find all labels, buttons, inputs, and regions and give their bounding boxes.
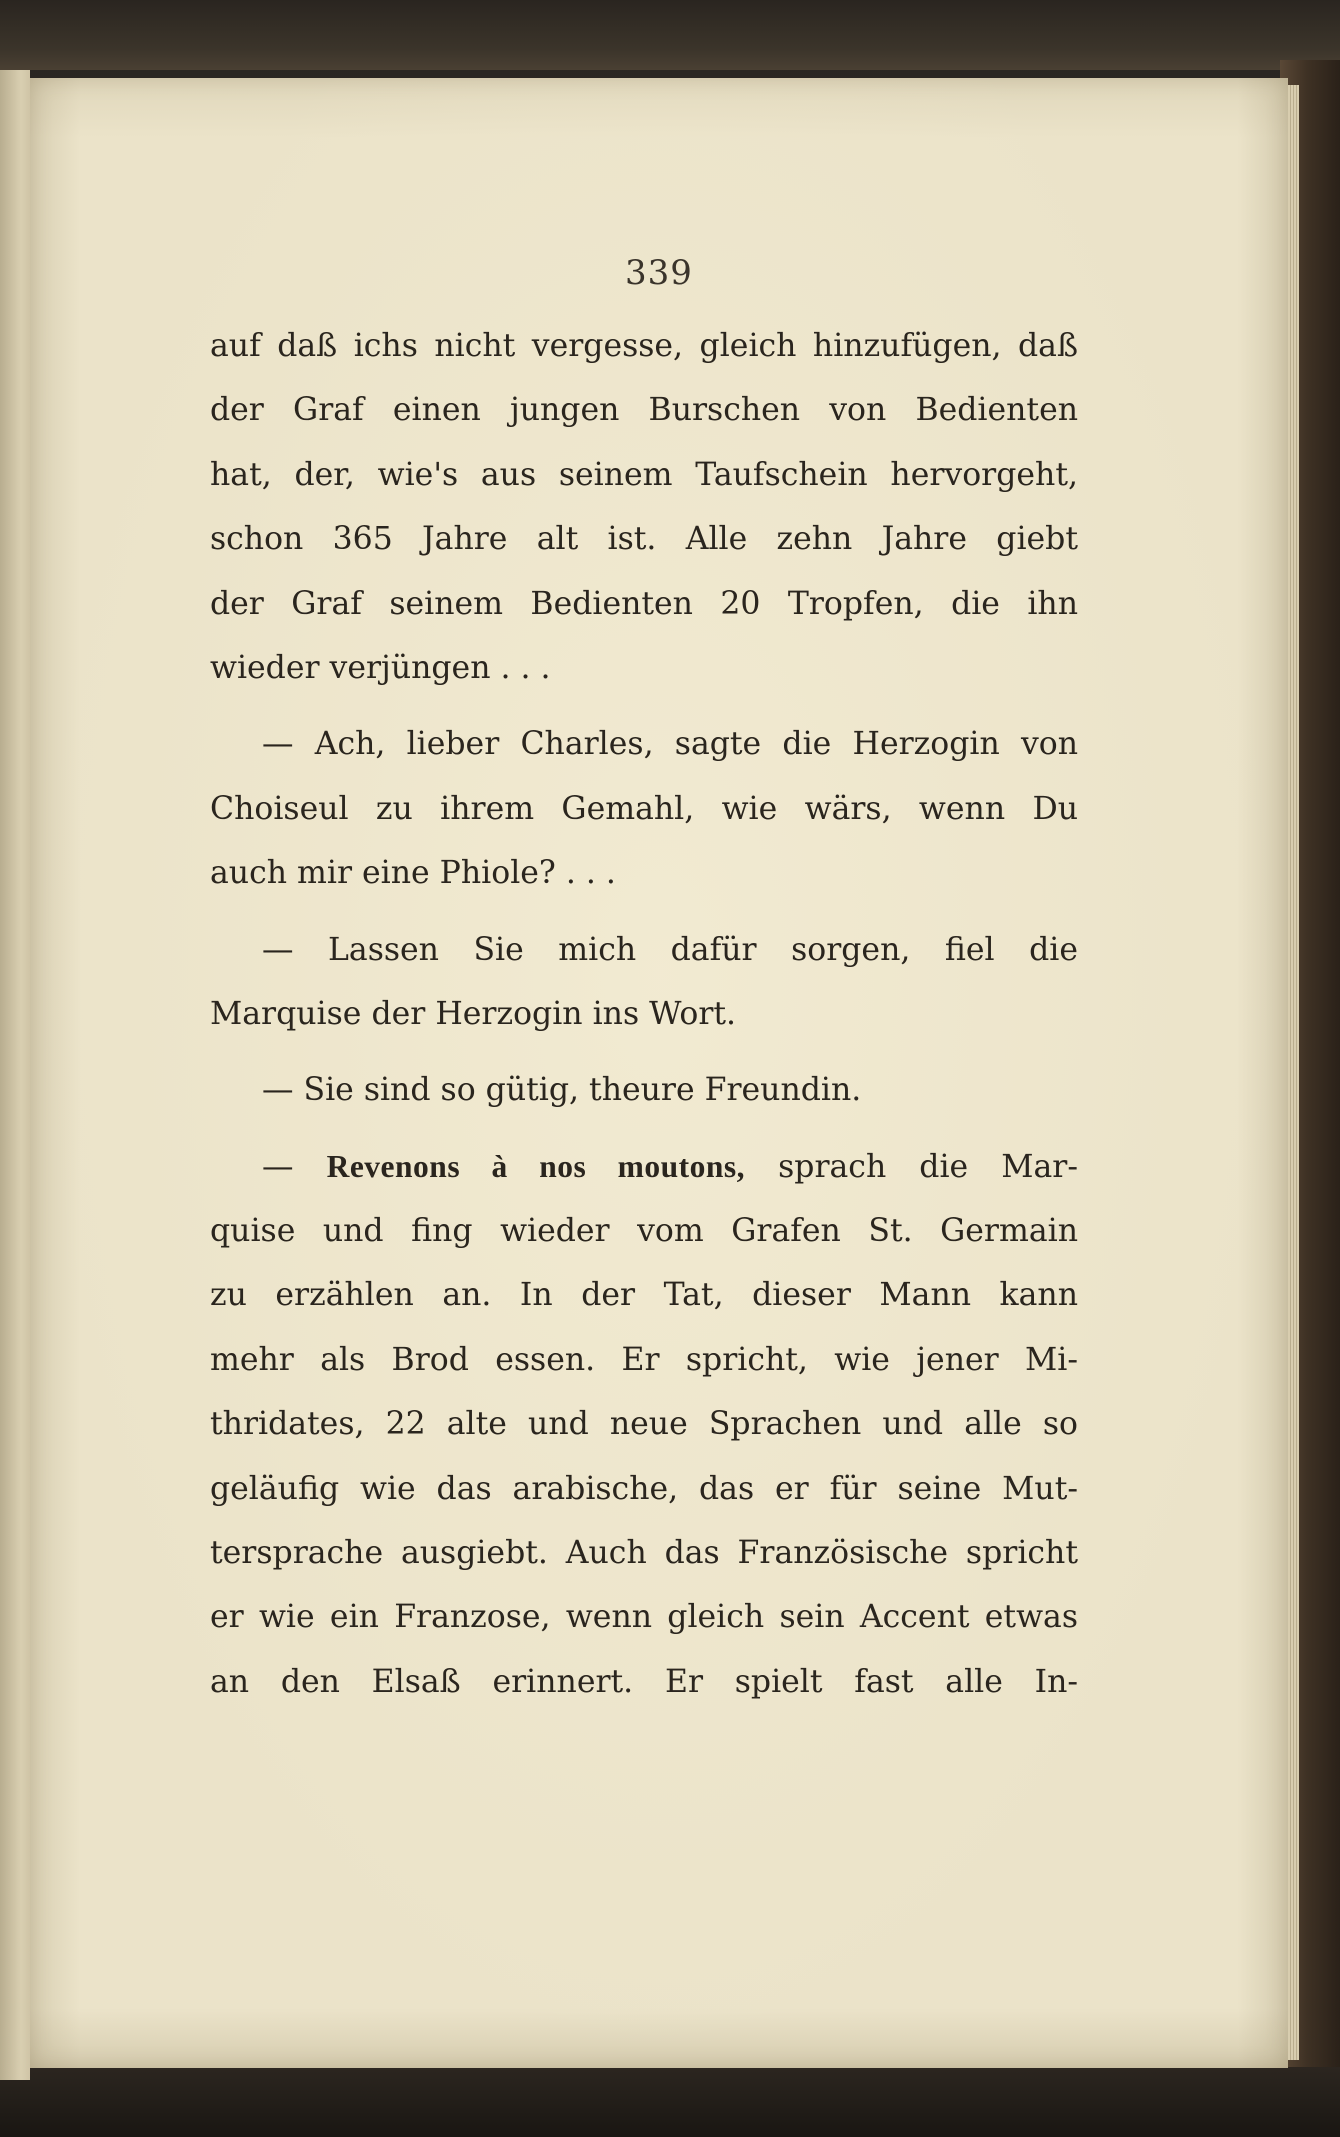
text-line: hat, der, wie's aus seinem Taufschein hervorgeht, [210, 456, 1078, 493]
text-line-revenons [210, 1135, 1078, 1199]
text-line: Marquise der Herzogin ins Wort. [210, 995, 737, 1032]
text-line: zu erzählen an. In der Tat, dieser Mann kann [210, 1277, 1078, 1314]
text-line: wieder verjüngen . . . [210, 649, 551, 686]
text-line: schon 365 Jahre alt ist. Alle zehn Jahre giebt [210, 521, 1078, 558]
text-line: mehr als Brod essen. Er spricht, wie jener Mi- [210, 1341, 1078, 1378]
text-line: — Lassen Sie mich dafür sorgen, fiel die [262, 931, 1078, 968]
text-line: — Ach, lieber Charles, sagte die Herzogin von [262, 726, 1078, 763]
text-line: der Graf seinem Bedienten 20 Tropfen, die ihn [210, 585, 1078, 622]
text-line: — Sie sind so gütig, theure Freundin. [262, 1072, 862, 1109]
text-line: auf daß ichs nicht vergesse, gleich hinzufügen, daß [210, 328, 1078, 364]
text-line: Choiseul zu ihrem Gemahl, wie wärs, wenn Du [210, 790, 1078, 827]
text-line: er wie ein Franzose, wenn gleich sein Accent etwas [210, 1599, 1078, 1636]
dash: — [262, 1148, 294, 1185]
text-line: auch mir eine Phiole? . . . [210, 855, 616, 892]
text-line: quise und fing wieder vom Grafen St. Germain [210, 1213, 1078, 1250]
page-text [210, 314, 1078, 1714]
text-fragment: sprach die Mar- [778, 1148, 1078, 1185]
text-line: geläufig wie das arabische, das er für seine Mut- [210, 1470, 1078, 1507]
text-line: der Graf einen jungen Burschen von Bedienten [210, 392, 1078, 429]
text-line: an den Elsaß erinnert. Er spielt fast alle In- [210, 1663, 1078, 1700]
book-cover-top [0, 0, 1340, 70]
roman-phrase: Revenons à nos moutons, [326, 1148, 746, 1184]
text-line: tersprache ausgiebt. Auch das Französische spricht [210, 1535, 1078, 1572]
book-cover-bottom [0, 2067, 1340, 2137]
book-page [30, 78, 1288, 2068]
page-number: 339 [625, 253, 693, 293]
facing-page-edge [0, 70, 30, 2080]
text-line: thridates, 22 alte und neue Sprachen und alle so [210, 1406, 1078, 1443]
